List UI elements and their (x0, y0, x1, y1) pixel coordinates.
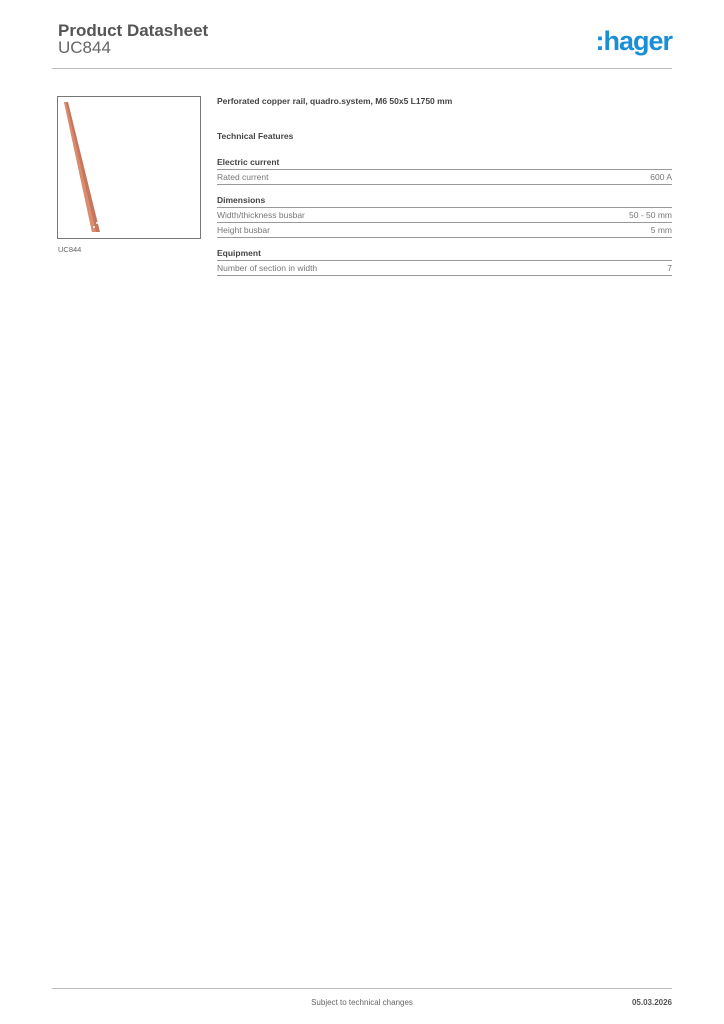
page-title: Product Datasheet (58, 21, 209, 40)
image-caption: UC844 (58, 245, 82, 254)
spec-row (217, 261, 672, 276)
product-description: Perforated copper rail, quadro.system, M6 50x5 L1750 mm (217, 96, 453, 106)
section-dimensions (217, 195, 672, 238)
product-code: UC844 (58, 38, 111, 57)
footer-date: 05.03.2026 (631, 998, 672, 1007)
section-equipment (217, 248, 672, 276)
technical-features-heading: Technical Features (217, 131, 294, 141)
copper-rail-image (58, 97, 200, 238)
spec-row (217, 208, 672, 223)
spec-row (217, 223, 672, 238)
spec-value: 5 mm (650, 225, 672, 235)
footer-divider (52, 988, 672, 989)
spec-label: Number of section in width (217, 263, 318, 273)
spec-row (217, 170, 672, 185)
spec-value: 600 A (650, 172, 672, 182)
spec-label: Height busbar (217, 225, 270, 235)
section-title: Electric current (217, 157, 672, 170)
spec-value: 7 (667, 263, 672, 273)
spec-label: Rated current (217, 172, 269, 182)
spec-value: 50 - 50 mm (629, 210, 672, 220)
spec-label: Width/thickness busbar (217, 210, 305, 220)
section-electric-current (217, 157, 672, 185)
header-divider (52, 68, 672, 69)
section-title: Equipment (217, 248, 672, 261)
footer-note: Subject to technical changes (311, 998, 413, 1007)
section-title: Dimensions (217, 195, 672, 208)
hager-logo: :hager (595, 26, 672, 56)
spec-content (217, 96, 672, 286)
product-image (57, 96, 201, 239)
